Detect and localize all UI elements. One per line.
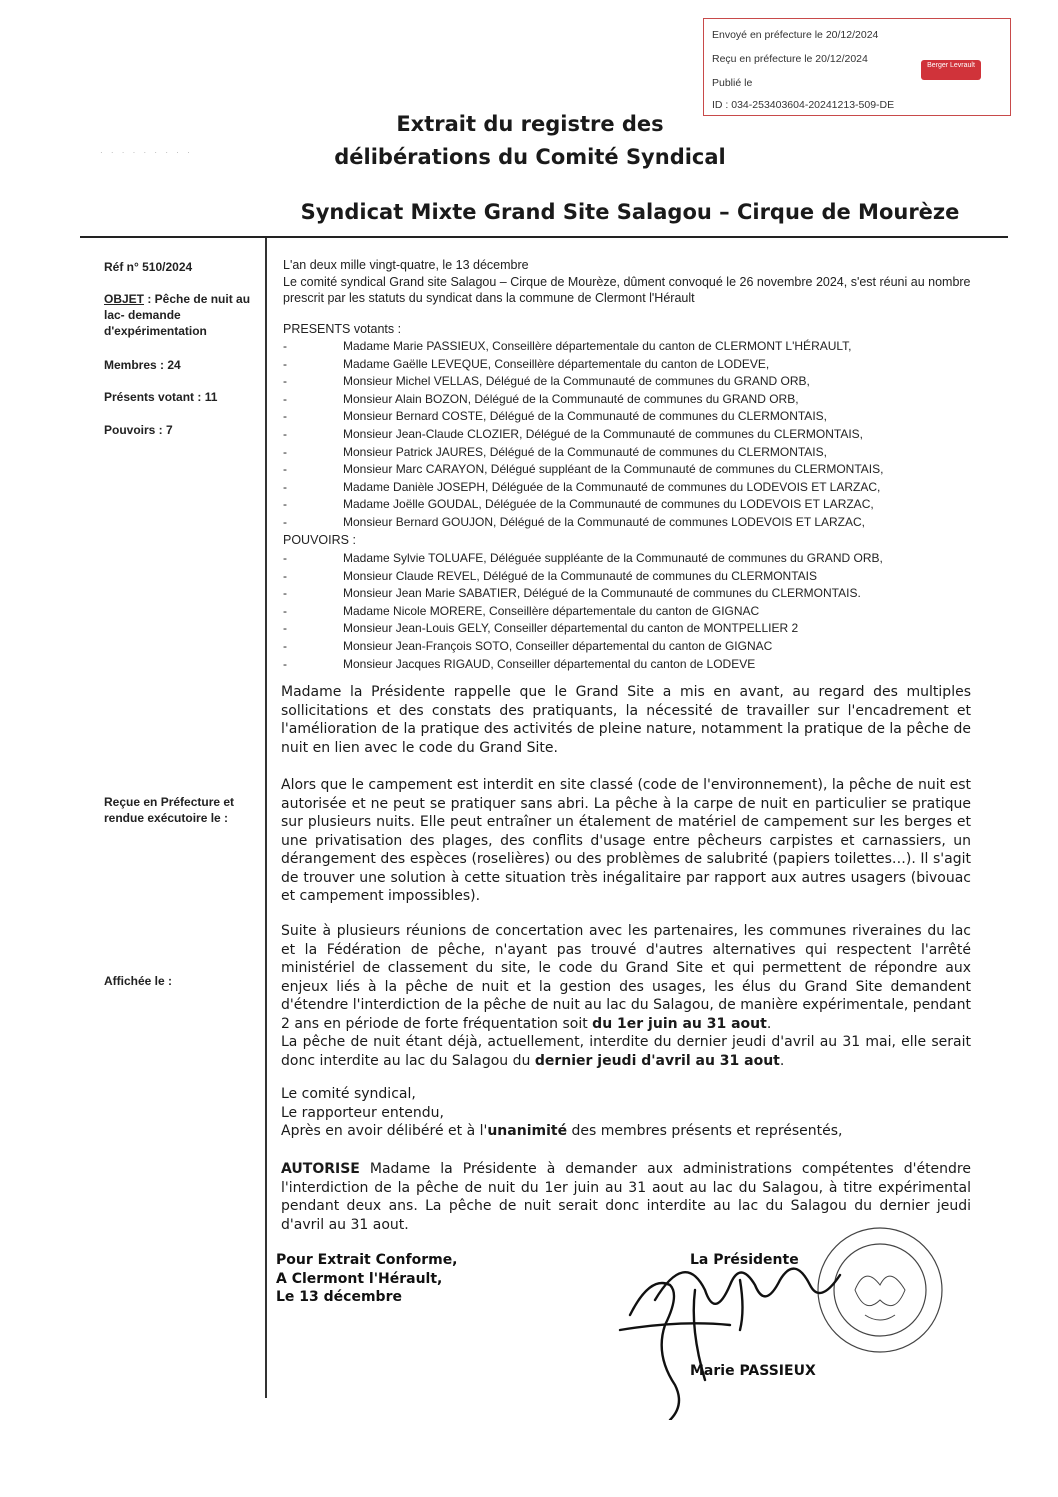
presents-heading: PRESENTS votants :	[283, 322, 402, 336]
doc-title-line1: Extrait du registre des	[396, 112, 664, 136]
list-item: - Monsieur Jacques RIGAUD, Conseiller départemental du canton de LODEVE	[283, 656, 756, 671]
list-item: - Monsieur Bernard GOUJON, Délégué de la Communauté de communes LODEVOIS ET LARZAC,	[283, 514, 865, 529]
list-item: - Madame Joëlle GOUDAL, Déléguée de la Communauté de communes du LODEVOIS ET LARZAC,	[283, 497, 874, 512]
presidente-name: Marie PASSIEUX	[690, 1363, 816, 1379]
pouvoirs-heading: POUVOIRS :	[283, 533, 356, 547]
list-item: - Madame Sylvie TOLUAFE, Déléguée suppléante de la Communauté de communes du GRAND ORB,	[283, 551, 883, 565]
affichee-le: Affichée le :	[104, 974, 173, 988]
header-rule	[80, 236, 1008, 238]
scan-marks: · · · · · · · · ·	[100, 148, 193, 157]
pouvoirs-list	[283, 550, 983, 673]
list-item: - Madame Nicole MORERE, Conseillère départementale du canton de GIGNAC	[283, 603, 760, 618]
autorise-keyword: AUTORISE	[281, 1161, 360, 1177]
objet-label: OBJET	[104, 292, 145, 306]
stamp-recu: Reçu en préfecture le 20/12/2024	[712, 53, 868, 65]
deliberation-line: Après en avoir délibéré et à l'unanimité des membres présents et représentés,	[281, 1123, 843, 1139]
list-item: - Madame Danièle JOSEPH, Déléguée de la Communauté de communes du LODEVOIS ET LARZAC,	[283, 479, 881, 494]
berger-levrault-logo: Berger Levrault	[921, 60, 981, 80]
paragraph-context: Madame la Présidente rappelle que le Grand Site a mis en avant, au regard des multiples sollicitations et des constats des pratiquants, la nécessité de travailler sur l'encadrement et l'amélioration de la pratique des activités de pleine nature, notamment la pratique de la pêche de nuit en lien avec le code du Grand Site.	[281, 684, 971, 756]
paragraph-decision: AUTORISE Madame la Présidente à demander aux administrations compétentes d'étendre l'interdiction de la pêche de nuit du 1er juin au 31 aout au lac du Salagou, à titre expérimental pendant deux ans. La pêche de nuit serait donc interdite au lac du Salagou du dernier jeudi d'avril au 31 aout.	[281, 1161, 971, 1233]
list-item: - Monsieur Jean Marie SABATIER, Délégué de la Communauté de communes du CLERMONTAIS.	[283, 586, 861, 601]
list-item: - Monsieur Patrick JAURES, Délégué de la Communauté de communes du CLERMONTAIS,	[283, 444, 827, 459]
list-item: - Monsieur Marc CARAYON, Délégué suppléant de la Communauté de communes du CLERMONTAIS,	[283, 462, 884, 477]
signature-seal-graphic	[600, 1220, 960, 1420]
period-highlight: du 1er juin au 31 aout	[592, 1015, 767, 1032]
list-item: - Monsieur Claude REVEL, Délégué de la Communauté de communes du CLERMONTAIS	[283, 568, 817, 583]
handwritten-signature	[620, 1269, 840, 1420]
period-total-highlight: dernier jeudi d'avril au 31 aout	[534, 1052, 780, 1069]
presidente-title: La Présidente	[690, 1252, 799, 1268]
stamp-envoye: Envoyé en préfecture le 20/12/2024	[712, 29, 879, 41]
list-item: - Monsieur Jean-Claude CLOZIER, Délégué de la Communauté de communes du CLERMONTAIS,	[283, 426, 864, 441]
intro-convocation: Le comité syndical Grand site Salagou – Cirque de Mourèze, dûment convoqué le 26 novembre 2024, s'est réuni au nombre prescrit par les statuts du syndicat dans la commune de Clermont l'Hérault	[283, 275, 971, 305]
extract-conforme: Pour Extrait Conforme, A Clermont l'Hérault, Le 13 décembre	[276, 1252, 458, 1305]
presents-count: Présents votant : 11	[104, 390, 218, 404]
objet	[104, 291, 259, 339]
objet-text: : Pêche de nuit au lac- demande d'expérimentation	[104, 292, 251, 338]
list-item: - Monsieur Alain BOZON, Délégué de la Communauté de communes du GRAND ORB,	[283, 391, 799, 406]
paragraph-proposal: Suite à plusieurs réunions de concertation avec les partenaires, les communes riveraines du lac et la Fédération de pêche, n'ayant pas trouvé d'autres alternatives qui respectent l'arrêté ministériel de classement du site, le code du Grand Site et qui permettent de répondre aux enjeux liés à la pêche de nuit et la gestion des usages, les élus du Grand Site demandent d'étendre l'interdiction de la pêche de nuit au lac du Salagou, de manière expérimentale, pendant 2 ans en période de forte fréquentation soit du 1er juin au 31 aout. La pêche de nuit étant déjà, actuellement, interdite du dernier jeudi d'avril au 31 mai, elle serait donc interdite au lac du Salagou du dernier jeudi d'avril au 31 aout.	[281, 923, 971, 1069]
syndicat-title: Syndicat Mixte Grand Site Salagou – Cirque de Mourèze	[300, 200, 960, 224]
stamp-id: ID : 034-253403604-20241213-509-DE	[712, 99, 895, 111]
intro-date: L'an deux mille vingt-quatre, le 13 décembre	[283, 258, 529, 272]
prefecture-stamp	[703, 18, 1011, 116]
list-item: - Monsieur Bernard COSTE, Délégué de la Communauté de communes du CLERMONTAIS,	[283, 409, 827, 424]
presents-list	[283, 338, 983, 532]
membres-count: Membres : 24	[104, 358, 181, 372]
list-item: - Monsieur Jean-Louis GELY, Conseiller départemental du canton de MONTPELLIER 2	[283, 621, 799, 636]
recue-prefecture: Reçue en Préfecture et rendue exécutoire le :	[104, 795, 235, 825]
pouvoirs-count: Pouvoirs : 7	[104, 423, 173, 437]
paragraph-problem: Alors que le campement est interdit en site classé (code de l'environnement), la pêche de nuit est autorisée et ne peut se pratiquer sans abri. La pêche à la carpe de nuit en particulier se pratique sur plusieurs nuits. Elle peut entraîner un étalement de matériel de campement sur les berges et une privatisation des plages, des conflits d'usage entre pêcheurs carpistes et carnassiers, un dérangement des espèces (roselières) ou des problèmes de salubrité (papiers toilettes…). Il s'agit de trouver une solution à cette situation très inégalitaire par rapport aux autres usagers (bivouac et campement impossibles).	[281, 777, 971, 904]
list-item: - Madame Gaëlle LEVEQUE, Conseillère départementale du canton de LODEVE,	[283, 356, 770, 371]
official-seal	[818, 1228, 942, 1352]
list-item: - Monsieur Michel VELLAS, Délégué de la Communauté de communes du GRAND ORB,	[283, 374, 810, 389]
committee-line: Le comité syndical,	[281, 1086, 416, 1102]
ref-number: Réf n° 510/2024	[104, 260, 193, 274]
list-item: - Monsieur Jean-François SOTO, Conseiller départemental du canton de GIGNAC	[283, 638, 773, 653]
committee-statements	[281, 1085, 971, 1141]
rapporteur-line: Le rapporteur entendu,	[281, 1104, 444, 1121]
list-item: - Madame Marie PASSIEUX, Conseillère départementale du canton de CLERMONT L'HÉRAULT,	[283, 339, 852, 353]
stamp-publie: Publié le	[712, 77, 753, 89]
doc-title-line2: délibérations du Comité Syndical	[334, 145, 726, 169]
